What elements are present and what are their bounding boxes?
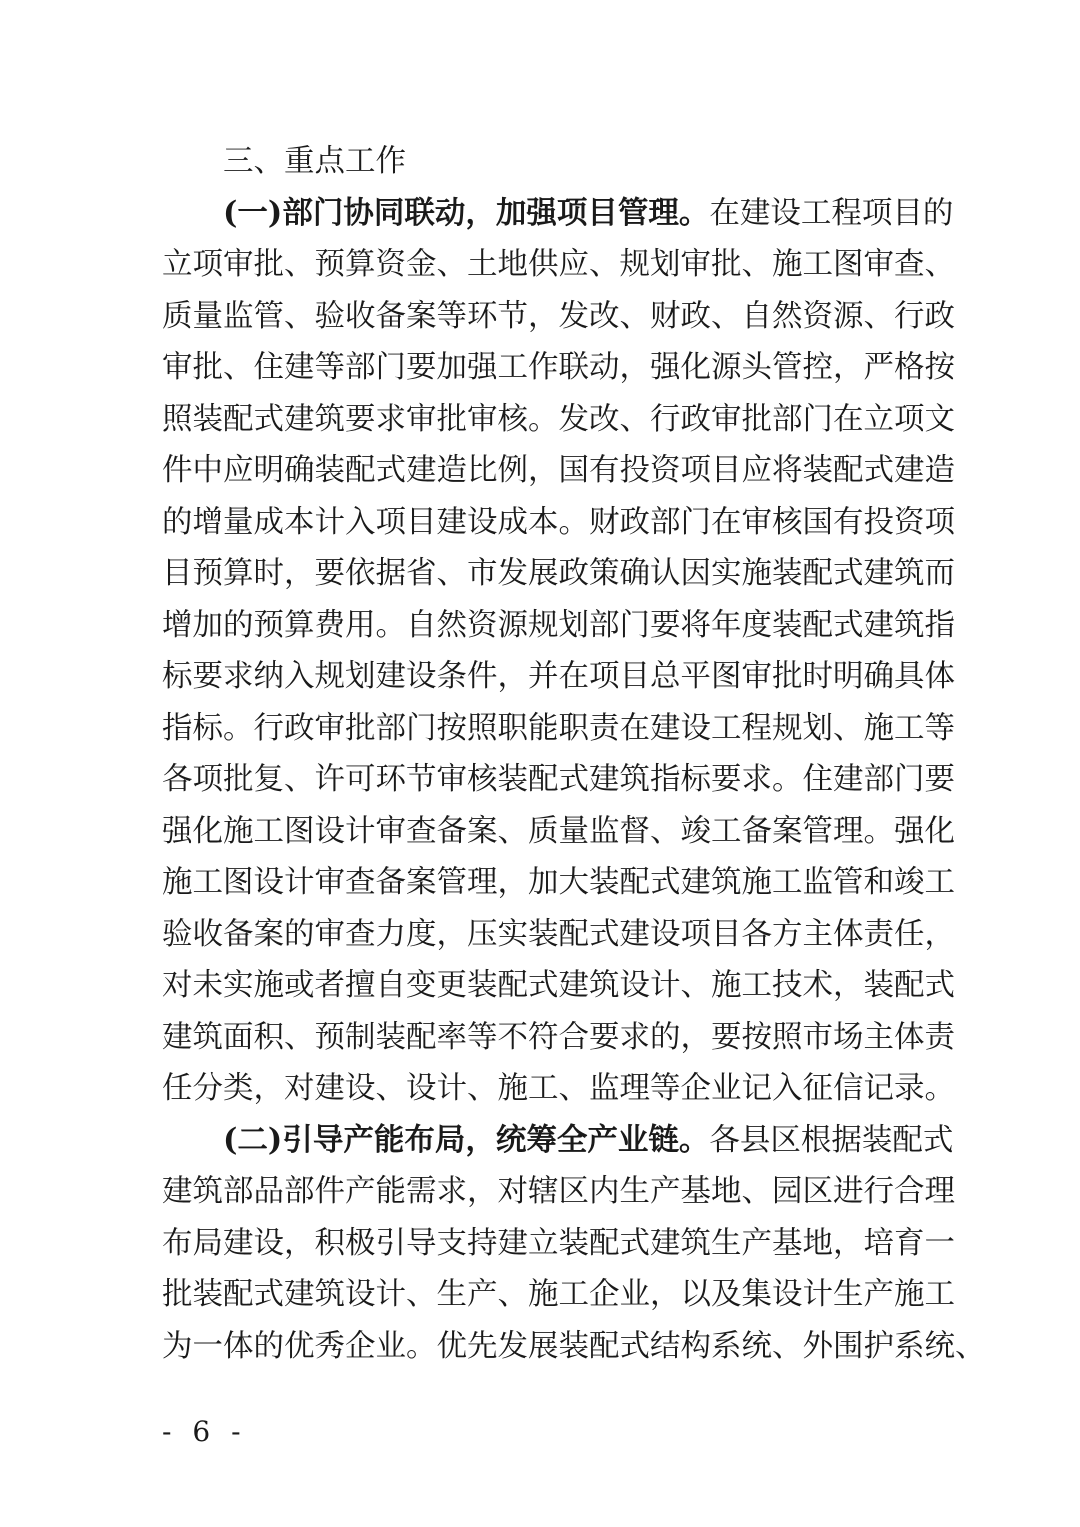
paragraph-line: 强化施工图设计审查备案、质量监督、竣工备案管理。强化: [162, 813, 955, 849]
paragraph-line: 件中应明确装配式建造比例，国有投资项目应将装配式建造: [162, 453, 955, 488]
paragraph-line: 目预算时，要依据省、市发展政策确认因实施装配式建筑而: [162, 556, 955, 591]
paragraph-line: 对未实施或者擅自变更装配式建筑设计、施工技术，装配式: [162, 968, 955, 1003]
paragraph-line: 标要求纳入规划建设条件，并在项目总平图审批时明确具体: [162, 659, 955, 694]
section-heading-text: 三、重点工作: [223, 144, 406, 179]
paragraph-line: 建筑部品部件产能需求，对辖区内生产基地、园区进行合理: [162, 1174, 955, 1209]
paragraph-line: 验收备案的审查力度，压实装配式建设项目各方主体责任，: [162, 916, 955, 952]
paragraph-line: 增加的预算费用。自然资源规划部门要将年度装配式建筑指: [162, 607, 955, 643]
paragraph-line: [162, 188, 954, 240]
paragraph-text: 各县区根据装配式: [709, 1122, 954, 1158]
paragraph-line: 布局建设，积极引导支持建立装配式建筑生产基地，培育一: [162, 1225, 955, 1261]
paragraph-line: 为一体的优秀企业。优先发展装配式结构系统、外围护系统、: [162, 1328, 986, 1364]
paragraph-line: 指标。行政审批部门按照职能职责在建设工程规划、施工等: [162, 710, 955, 746]
paragraph-line: 批装配式建筑设计、生产、施工企业，以及集设计生产施工: [162, 1277, 955, 1312]
paragraph-line: 各项批复、许可环节审核装配式建筑指标要求。住建部门要: [162, 762, 955, 797]
paragraph-lead-heading: (一)部门协同联动，加强项目管理。: [223, 194, 710, 231]
paragraph-text: 在建设工程项目的: [709, 195, 954, 231]
paragraph-line: 建筑面积、预制装配率等不符合要求的，要按照市场主体责: [162, 1019, 955, 1055]
paragraph-line: 的增量成本计入项目建设成本。财政部门在审核国有投资项: [162, 504, 955, 540]
paragraph-line: 审批、住建等部门要加强工作联动，强化源头管控，严格按: [162, 350, 955, 385]
paragraph-line: [162, 1115, 954, 1167]
paragraph-line: 施工图设计审查备案管理，加大装配式建筑施工监管和竣工: [162, 865, 955, 900]
paragraph-line: 质量监管、验收备案等环节，发改、财政、自然资源、行政: [162, 298, 955, 334]
document-body: [162, 136, 986, 1372]
section-heading: [162, 136, 922, 188]
paragraph-line: 任分类，对建设、设计、施工、监理等企业记入征信记录。: [162, 1071, 955, 1106]
paragraph-line: 照装配式建筑要求审批审核。发改、行政审批部门在立项文: [162, 401, 955, 437]
paragraph-line: 立项审批、预算资金、土地供应、规划审批、施工图审查、: [162, 247, 955, 282]
paragraph-lead-heading: (二)引导产能布局，统筹全产业链。: [223, 1121, 710, 1158]
page-number: - 6 -: [162, 1415, 247, 1448]
